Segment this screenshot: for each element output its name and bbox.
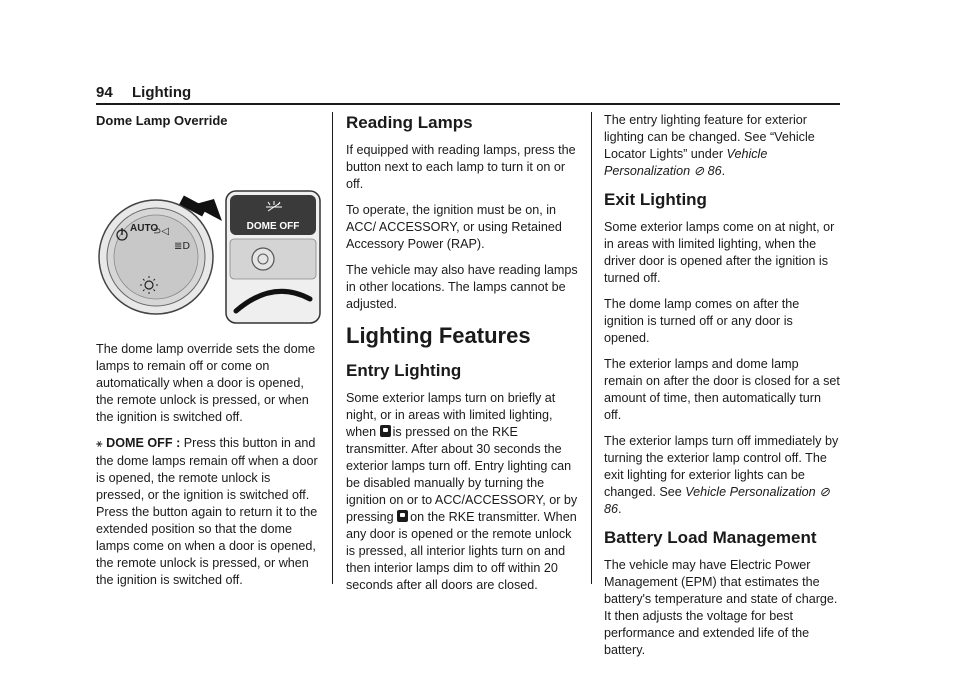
- column-1: [96, 112, 322, 598]
- entry-lighting-heading: Entry Lighting: [346, 361, 462, 380]
- exit-lighting-p1: Some exterior lamps come on at night, or in areas with limited lighting, when the driver door is opened after the ignition is turned off.: [604, 220, 835, 285]
- entry-text-b: is pressed on the RKE transmitter. After about 30 seconds the exterior lamps turn off. Entry lighting can be disabled manually by turning the ignition on or to ACC/ACCESSORY, or by pressing: [346, 425, 578, 524]
- vehicle-personalization-link[interactable]: Vehicle Personalization: [685, 485, 816, 499]
- vehicle-personalization-link[interactable]: Vehicle Personalization: [604, 147, 768, 178]
- page-number: 94: [96, 84, 113, 101]
- dome-override-description: The dome lamp override sets the dome lamps to remain off or come on automatically when a door is opened, the remote unlock is pressed, or when the ignition is switched off.: [96, 342, 316, 424]
- svg-text:≣D: ≣D: [174, 241, 191, 252]
- dome-lamp-override-heading: Dome Lamp Override: [96, 113, 228, 128]
- exit-lighting-p4: [604, 433, 840, 518]
- battery-load-p1: The vehicle may have Electric Power Management (EPM) that estimates the battery's temperature and state of charge. It then adjusts the voltage for best performance and extended life of the battery.: [604, 558, 838, 657]
- exit-lighting-p3: The exterior lamps and dome lamp remain on after the door is closed for a set amount of time, then automatically turn off.: [604, 357, 840, 422]
- auto-label: AUTO: [130, 223, 159, 234]
- exit-lighting-heading: Exit Lighting: [604, 190, 707, 209]
- svg-text:⊃◁: ⊃◁: [153, 226, 170, 237]
- dome-off-label: DOME OFF: [246, 221, 300, 232]
- column-2: [346, 112, 578, 603]
- entry-lighting-p1: [346, 390, 578, 594]
- period: .: [618, 502, 622, 516]
- dome-lamp-control-figure: [96, 139, 322, 325]
- column-divider-2: [591, 112, 592, 584]
- period: .: [721, 164, 726, 178]
- column-divider-1: [332, 112, 333, 584]
- exit-lighting-p2: The dome lamp comes on after the ignition is turned off or any door is opened.: [604, 297, 800, 345]
- reading-lamps-p1: If equipped with reading lamps, press the button next to each lamp to turn it on or off.: [346, 143, 576, 191]
- dome-lamp-control-illustration: [96, 139, 322, 325]
- dome-off-description: [96, 435, 322, 589]
- page-ref[interactable]: ⊘ 86: [604, 485, 830, 516]
- exit-change-text: The exterior lamps turn off immediately by turning the exterior lamp control off. The exit lighting for exterior lights can be changed. See: [604, 434, 839, 499]
- section-title: Lighting: [132, 84, 192, 101]
- battery-load-heading: Battery Load Management: [604, 528, 817, 547]
- page-header: [96, 84, 840, 104]
- entry-feature-change: [604, 112, 840, 180]
- dome-off-text: Press this button in and the dome lamps remain off when a door is opened, the remote unlock is pressed, or the ignition is switched off. Press the button again to return it to the extended position so that the dome lamps come on when a door is opened, the remote unlock is pressed, or when the ignition is switched off.: [96, 436, 318, 587]
- dome-off-term: DOME OFF :: [106, 436, 181, 450]
- reading-lamps-p3: The vehicle may also have reading lamps in other locations. The lamps cannot be adjusted.: [346, 263, 578, 311]
- reading-lamps-heading: Reading Lamps: [346, 113, 473, 132]
- lighting-features-heading: Lighting Features: [346, 323, 531, 348]
- entry-text-c: on the RKE transmitter. When any door is opened or the remote unlock is pressed, all interior lights turn on and then interior lamps dim to off within 20 seconds after all doors are closed.: [346, 510, 577, 592]
- column-3: [604, 112, 840, 668]
- lock-key-icon: [380, 425, 391, 437]
- page-ref[interactable]: ⊘ 86: [693, 164, 722, 178]
- reading-lamps-p2: To operate, the ignition must be on, in ACC/ ACCESSORY, or using Retained Accessory Power (RAP).: [346, 203, 562, 251]
- unlock-key-icon: [397, 510, 408, 522]
- entry-change-text: The entry lighting feature for exterior lighting can be changed. See “Vehicle Locator Lights” under: [604, 113, 815, 161]
- entry-text-a: Some exterior lamps turn on briefly at night, or in areas with limited lighting, when: [346, 391, 556, 439]
- dome-lamp-icon: ⚹: [96, 438, 103, 450]
- header-rule: [96, 103, 840, 105]
